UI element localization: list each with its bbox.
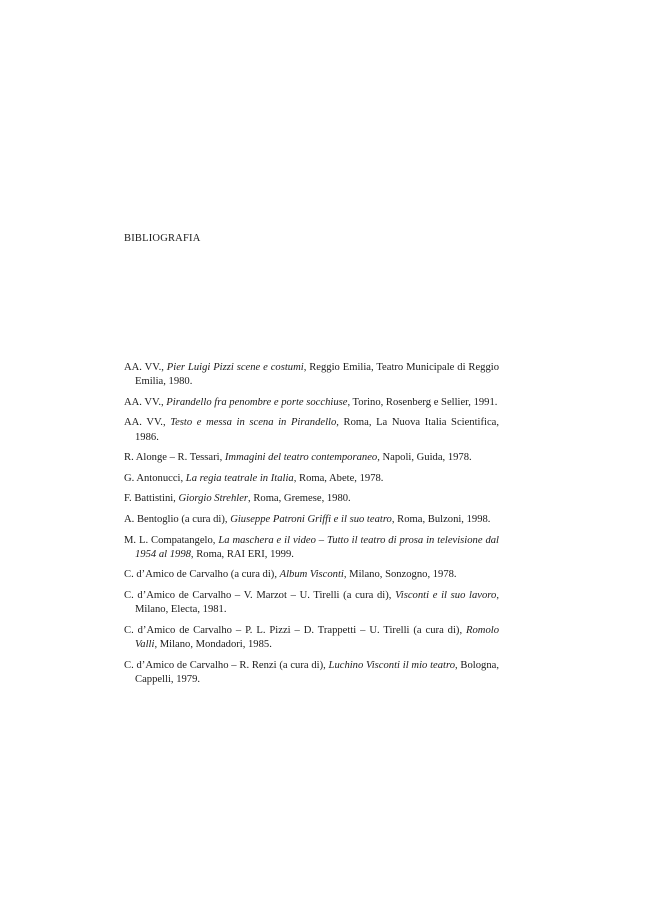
bibliography-entry: [124, 589, 499, 617]
entry-authors: G. Antonucci,: [124, 472, 186, 484]
bibliography-entry: [124, 416, 499, 444]
entry-title: Testo e messa in scena in Pirandello: [170, 417, 337, 429]
entry-authors: AA. VV.,: [124, 396, 167, 408]
entry-details: , Milano, Mondadori, 1985.: [154, 638, 272, 650]
entry-title: Romolo Valli: [135, 624, 499, 650]
entry-details: , Bologna, Cappelli, 1979.: [135, 659, 499, 685]
entry-details: , Torino, Rosenberg e Sellier, 1991.: [347, 396, 498, 408]
entry-title: Giuseppe Patroni Griffi e il suo teatro: [230, 513, 392, 525]
entry-authors: AA. VV.,: [124, 362, 167, 373]
bibliography-entry: [124, 451, 499, 465]
entry-authors: M. L. Compatangelo,: [124, 534, 219, 546]
bibliography-list: [124, 361, 499, 693]
entry-authors: R. Alonge – R. Tessari,: [124, 452, 225, 464]
bibliography-entry: [124, 361, 499, 389]
entry-details: , Roma, La Nuova Italia Scientifica, 1986.: [135, 417, 499, 443]
entry-authors: A. Bentoglio (a cura di),: [124, 513, 231, 525]
entry-details: , Reggio Emilia, Teatro Municipale di Reggio Emilia, 1980.: [135, 362, 500, 388]
entry-details: , Milano, Electa, 1981.: [135, 589, 499, 616]
bibliography-entry: [124, 513, 499, 527]
entry-authors: C. d’Amico de Carvalho (a cura di),: [124, 569, 280, 581]
bibliography-entry: [124, 624, 499, 652]
bibliography-entry: [124, 568, 499, 582]
entry-title: Pirandello fra penombre e porte socchiuse: [166, 396, 348, 408]
entry-title: Luchino Visconti il mio teatro: [328, 659, 455, 671]
entry-title: Visconti e il suo lavoro: [395, 589, 497, 601]
entry-details: , Roma, Bulzoni, 1998.: [391, 513, 491, 525]
entry-authors: F. Battistini,: [124, 493, 179, 505]
entry-authors: C. d’Amico de Carvalho – R. Renzi (a cura di),: [124, 659, 329, 671]
entry-details: , Milano, Sonzogno, 1978.: [343, 569, 457, 581]
bibliography-entry: [124, 534, 499, 562]
entry-details: , Roma, Abete, 1978.: [293, 472, 384, 484]
entry-details: , Roma, Gremese, 1980.: [248, 493, 351, 505]
entry-title: La maschera e il video – Tutto il teatro di prosa in televisione dal 1954 al 1998: [135, 534, 499, 560]
entry-details: , Napoli, Guida, 1978.: [377, 452, 472, 464]
entry-title: Album Visconti: [279, 569, 344, 581]
entry-authors: AA. VV.,: [124, 417, 171, 429]
bibliography-entry: [124, 492, 499, 506]
bibliography-entry: [124, 396, 499, 410]
entry-authors: C. d’Amico de Carvalho – P. L. Pizzi – D. Trappetti – U. Tirelli (a cura di),: [124, 624, 467, 636]
bibliography-entry: [124, 659, 499, 687]
page-title: BIBLIOGRAFIA: [124, 233, 201, 244]
entry-title: Pier Luigi Pizzi scene e costumi: [166, 362, 304, 373]
entry-details: , Roma, RAI ERI, 1999.: [190, 548, 294, 560]
entry-title: La regia teatrale in Italia: [185, 472, 294, 484]
entry-title: Giorgio Strehler: [178, 493, 249, 505]
bibliography-entry: [124, 472, 499, 486]
entry-title: Immagini del teatro contemporaneo: [224, 452, 378, 464]
entry-authors: C. d’Amico de Carvalho – V. Marzot – U. Tirelli (a cura di),: [124, 589, 396, 601]
